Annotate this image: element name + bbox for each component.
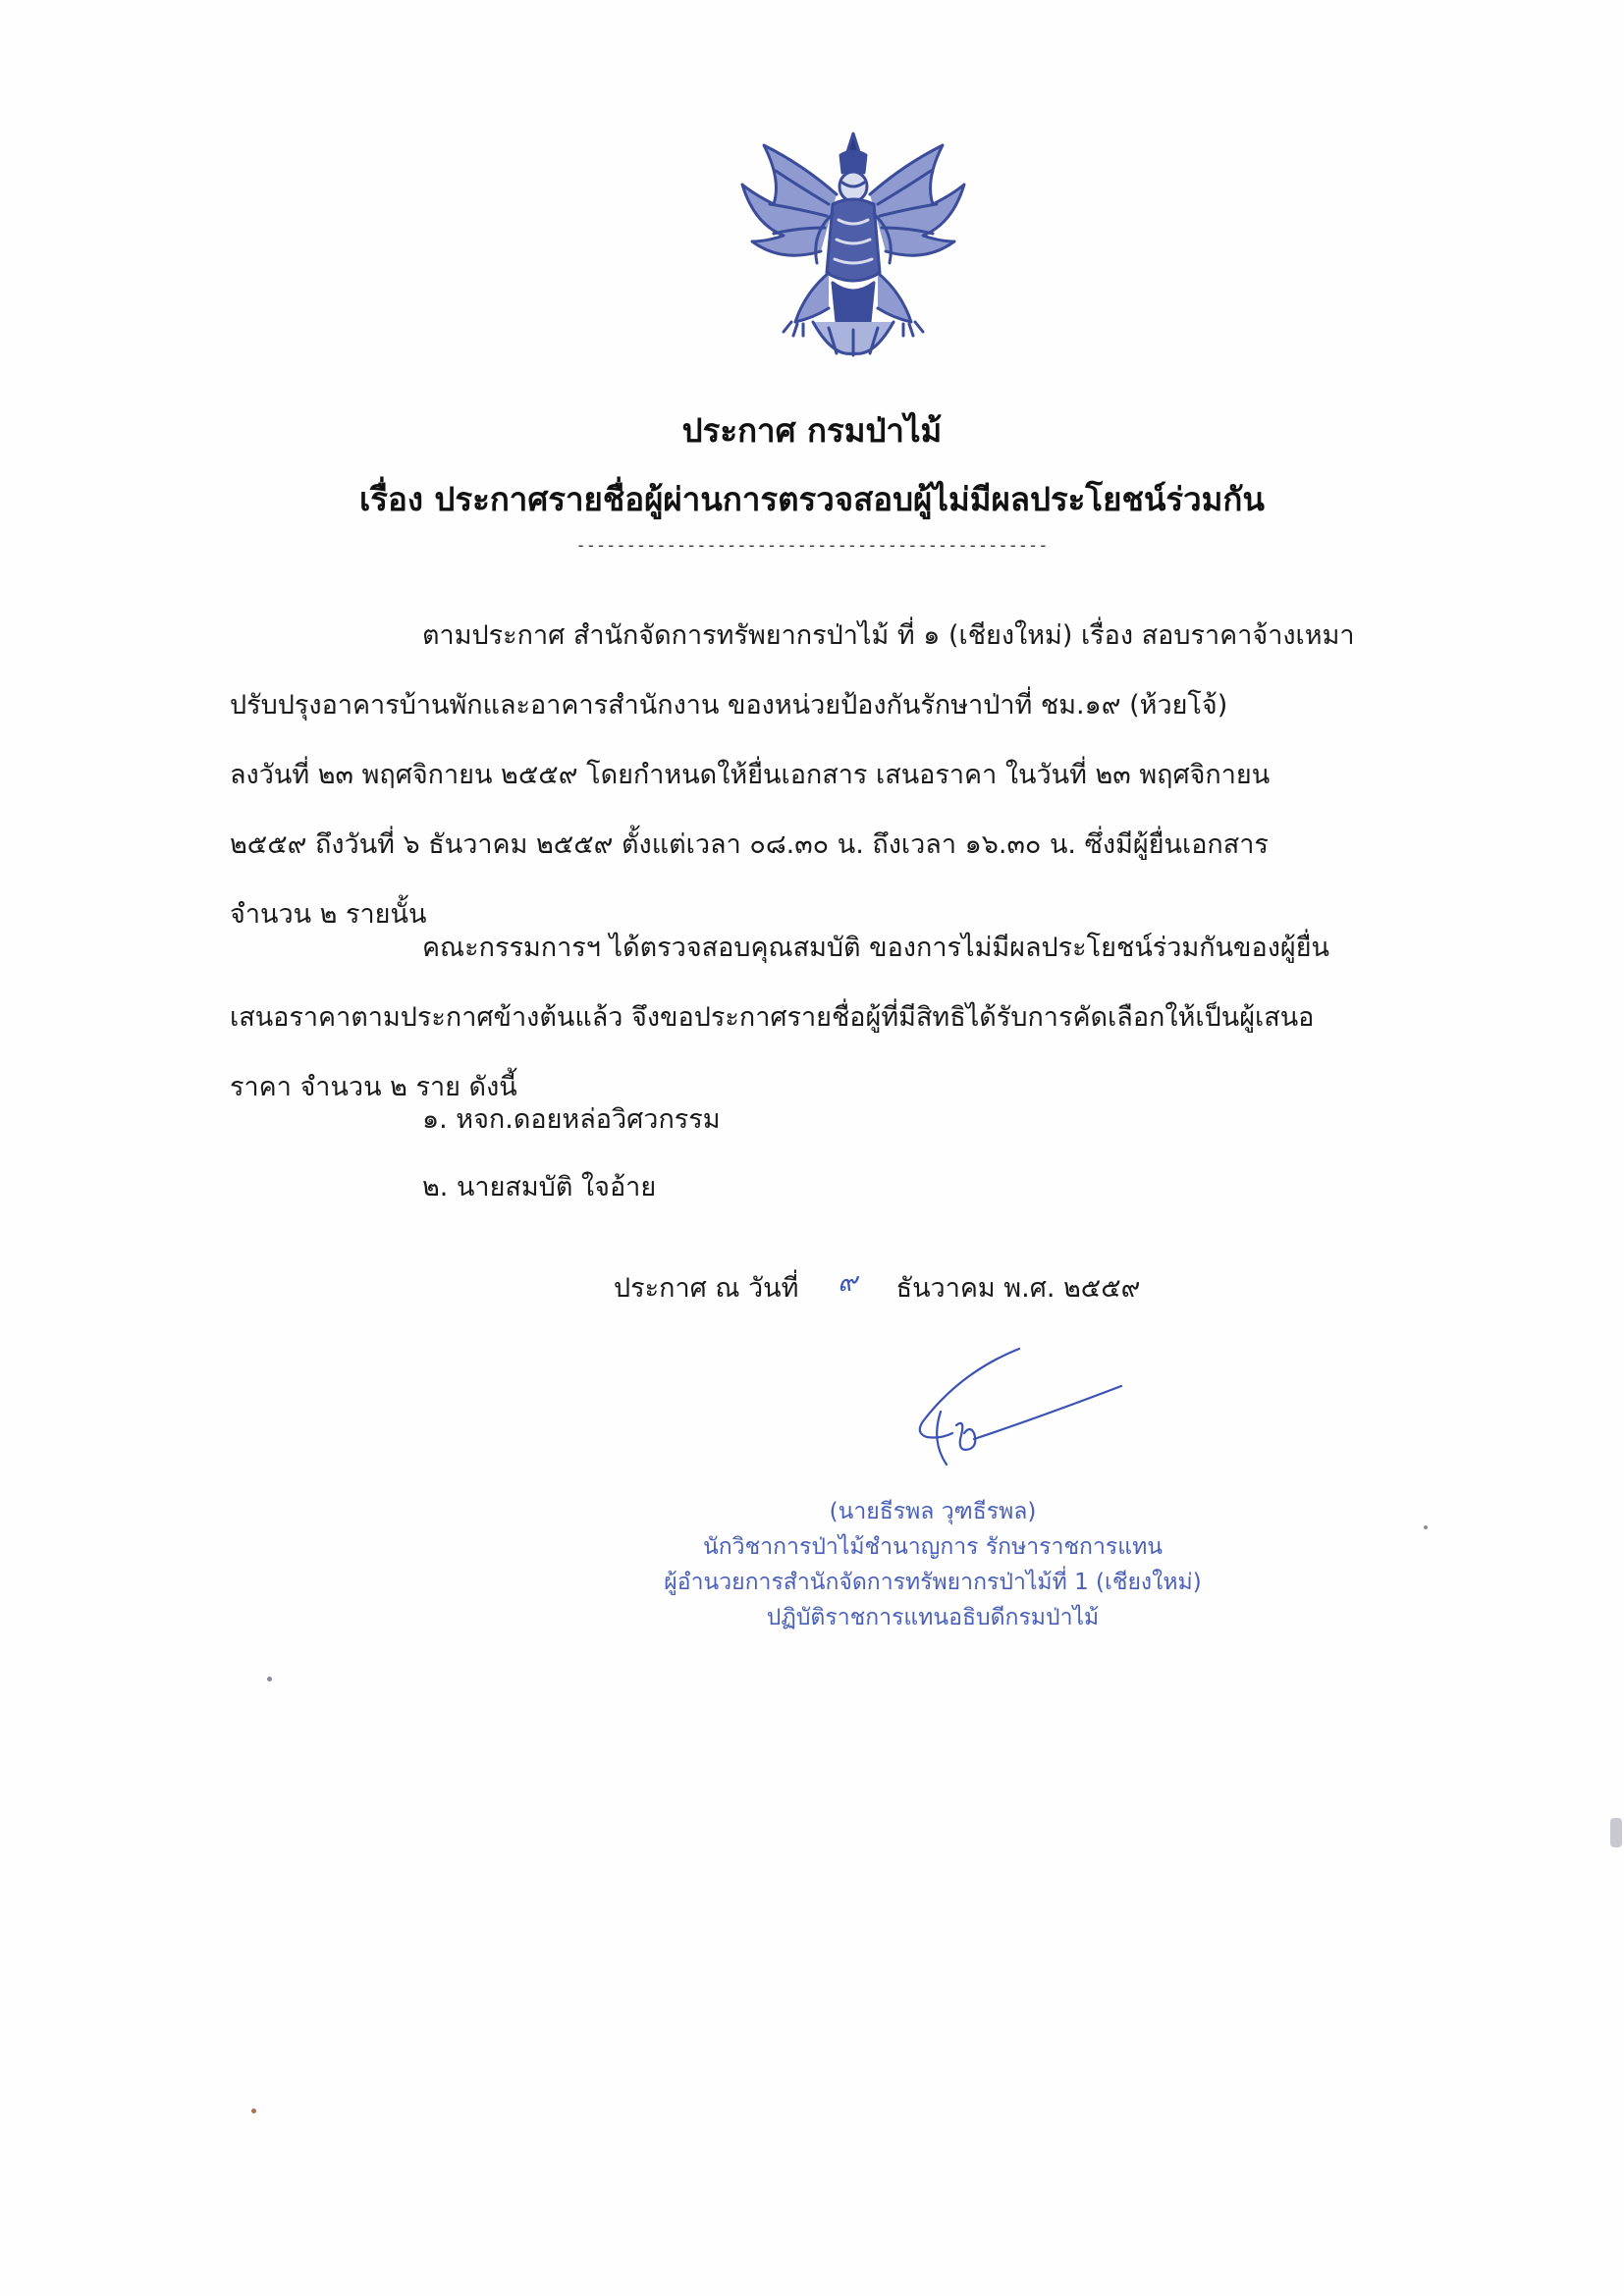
scan-speck <box>267 1677 272 1682</box>
announcement-date <box>614 1266 1140 1308</box>
scan-speck <box>1610 1818 1622 1847</box>
list-item: ๒. นายสมบัติ ใจอ้าย <box>422 1172 657 1202</box>
garuda-emblem-icon <box>734 126 972 361</box>
paragraph-line: ตามประกาศ สำนักจัดการทรัพยากรป่าไม้ ที่ ๑ (เชียงใหม่) เรื่อง สอบราคาจ้างเหมา <box>422 620 1355 651</box>
paragraph-line: ๒๕๕๙ ถึงวันที่ ๖ ธันวาคม ๒๕๕๙ ตั้งแต่เวลา ๐๘.๓๐ น. ถึงเวลา ๑๖.๓๐ น. ซึ่งมีผู้ยื่นเอกสาร <box>230 829 1269 860</box>
paragraph-line: ลงวันที่ ๒๓ พฤศจิกายน ๒๕๕๙ โดยกำหนดให้ยื่นเอกสาร เสนอราคา ในวันที่ ๒๓ พฤศจิกายน <box>230 760 1271 790</box>
date-prefix: ประกาศ ณ วันที่ <box>614 1273 799 1304</box>
paragraph-line: เสนอราคาตามประกาศข้างต้นแล้ว จึงขอประกาศรายชื่อผู้ที่มีสิทธิได้รับการคัดเลือกให้เป็นผู้เสนอ <box>230 1002 1315 1033</box>
bidder-list <box>422 1086 721 1221</box>
scan-speck <box>1424 1525 1428 1529</box>
handwritten-signature-icon <box>901 1343 1127 1470</box>
list-item: ๑. หจก.ดอยหล่อวิศวกรรม <box>422 1104 721 1135</box>
signatory-position: นักวิชาการป่าไม้ชำนาญการ รักษาราชการแทน <box>703 1534 1163 1560</box>
paragraph-1 <box>230 601 1475 949</box>
title-divider: ----------------------------------------------- <box>575 536 1049 556</box>
date-day: ๙ <box>838 1267 857 1298</box>
document-title: ประกาศ กรมป่าไม้ <box>681 411 943 450</box>
paragraph-line: ปรับปรุงอาคารบ้านพักและอาคารสำนักงาน ของหน่วยป้องกันรักษาป่าที่ ชม.๑๙ (ห้วยโจ้) <box>230 690 1228 721</box>
document-subject: เรื่อง ประกาศรายชื่อผู้ผ่านการตรวจสอบผู้ไม่มีผลประโยชน์ร่วมกัน <box>359 480 1265 518</box>
paragraph-2 <box>230 913 1475 1122</box>
signatory-acting: ปฏิบัติราชการแทนอธิบดีกรมป่าไม้ <box>766 1605 1100 1630</box>
paragraph-line: จำนวน ๒ รายนั้น <box>230 899 427 930</box>
scan-speck <box>251 2109 256 2113</box>
signatory-block <box>589 1494 1276 1635</box>
signatory-name: (นายธีรพล วุฑธีรพล) <box>829 1499 1037 1524</box>
date-suffix: ธันวาคม พ.ศ. ๒๕๕๙ <box>895 1273 1141 1304</box>
paragraph-line: ราคา จำนวน ๒ ราย ดังนี้ <box>230 1072 517 1102</box>
signatory-office: ผู้อำนวยการสำนักจัดการทรัพยากรป่าไม้ที่ 1 (เชียงใหม่) <box>664 1570 1202 1595</box>
paragraph-line: คณะกรรมการฯ ได้ตรวจสอบคุณสมบัติ ของการไม่มีผลประโยชน์ร่วมกันของผู้ยื่น <box>422 933 1329 963</box>
